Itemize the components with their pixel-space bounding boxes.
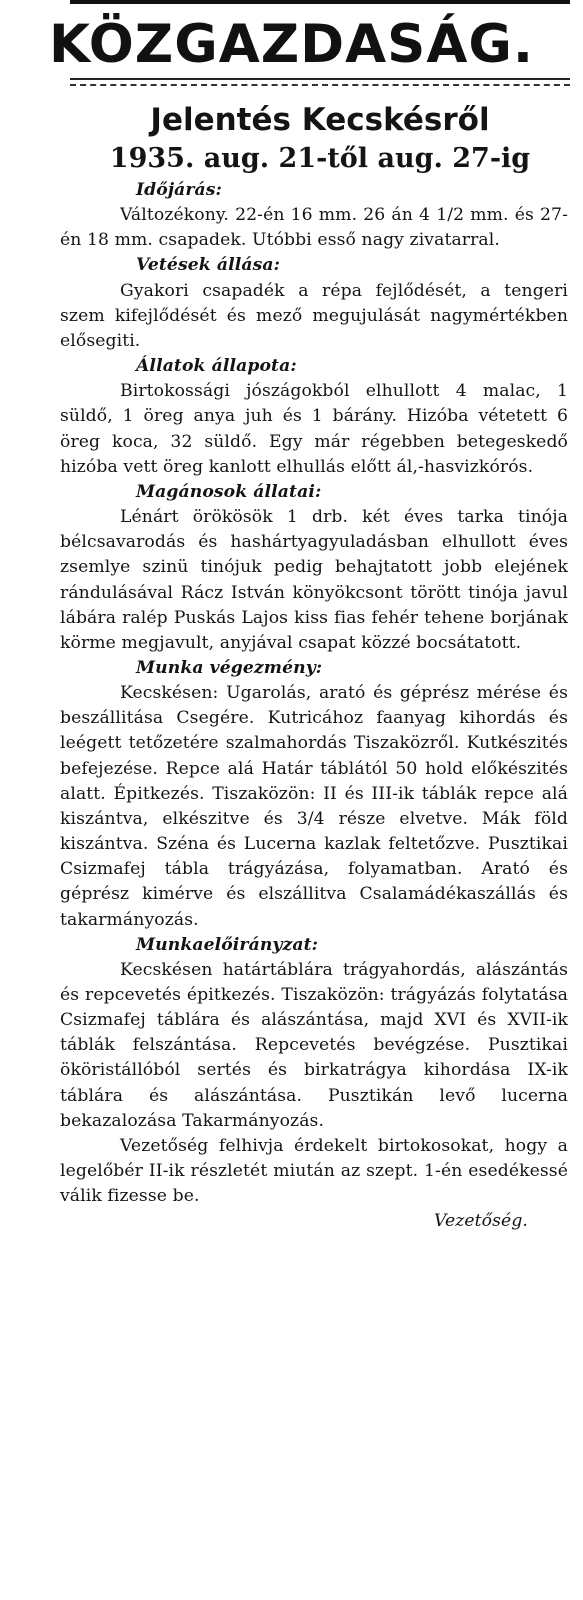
- notice-signature: Vezetőség.: [434, 1211, 528, 1232]
- weather-heading: Időjárás:: [136, 180, 222, 200]
- work-plan-text: Kecskésen határtáblára trágyahordás, alászántás és repcevetés épitkezés. Tiszaközön: trágyázás folytatása Csizmafej táblára és alászántása, majd XVI és XVII-ik táblák felszántása. Repcevetés bevégzése. Pusztikai ököristállóból sertés és birkatrágya kihordása IX-ik táblára és alászántása. Pusztikán levő lucerna bekazalozása Takarmányozás.: [60, 959, 568, 1131]
- masthead-rule-dashed: [70, 84, 570, 86]
- masthead-rule: [70, 78, 570, 80]
- private-animals-text: Lénárt örökösök 1 drb. két éves tarka tinója bélcsavarodás és hashártyagyuladásban elhullott éves zsemlye szinü tinójuk pedig behajtatott jobb elejének rándulásával Rácz István könyökcsont törött tinója javul lábára ralép Puskás Lajos kiss fias fehér tehene borjának körme megjavult, anyjával csapat közzé bocsátatott.: [60, 507, 568, 653]
- report-date-range: 1935. aug. 21-től aug. 27-ig: [109, 143, 531, 174]
- crops-heading: Vetések állása:: [136, 255, 281, 276]
- notice-text: Vezetőség felhivja érdekelt birtokosokat, hogy a legelőbér II-ik részletét miután az szept. 1-én esedékessé válik fizesse be.: [60, 1135, 568, 1207]
- private-animals-heading: Magánosok állatai:: [136, 481, 322, 502]
- work-done-text: Kecskésen: Ugarolás, arató és géprész mérése és beszállitása Csegére. Kutricához faanyag kihordás és leégett tetőzetére szalmahordás Tiszaközről. Kutkészités befejezése. Repce alá Határ táblától 50 hold előkészités alatt. Épitkezés. Tiszaközön: II és III-ik táblák repce alá kiszántva, elkészitve és 3/4 része elvetve. Mák föld kiszántva. Széna és Lucerna kazlak feltetőzve. Pusztikai Csizmafej tábla trágyázása, folyamatban. Arató és géprész kimérve és elszállitva Csalamádékaszállás és takarmányozás.: [60, 683, 568, 930]
- weather-text: Változékony. 22-én 16 mm. 26 án 4 1/2 mm. és 27-én 18 mm. csapadek. Utóbbi esső nagy zivatarral.: [60, 205, 568, 251]
- work-done-heading: Munka végezmény:: [136, 657, 323, 678]
- work-plan-heading: Munkaelőirányzat:: [136, 934, 319, 955]
- section-masthead: KÖZGAZDASÁG.: [49, 14, 534, 75]
- top-rule: [70, 0, 570, 4]
- report-body: [60, 178, 568, 1235]
- report-title: Jelentés Kecskésről: [150, 102, 490, 138]
- livestock-heading: Állatok állapota:: [136, 356, 297, 377]
- livestock-text: Birtokossági jószágokból elhullott 4 malac, 1 süldő, 1 öreg anya juh és 1 bárány. Hizóba vétetett 6 öreg koca, 32 süldő. Egy már régebben betegeskedő hizóba vett öreg kanlott elhullás előtt ál,-hasvizkórós.: [60, 381, 568, 477]
- crops-text: Gyakori csapadék a répa fejlődését, a tengeri szem kifejlődését és mező megujulását nagymértékben elősegiti.: [60, 280, 568, 351]
